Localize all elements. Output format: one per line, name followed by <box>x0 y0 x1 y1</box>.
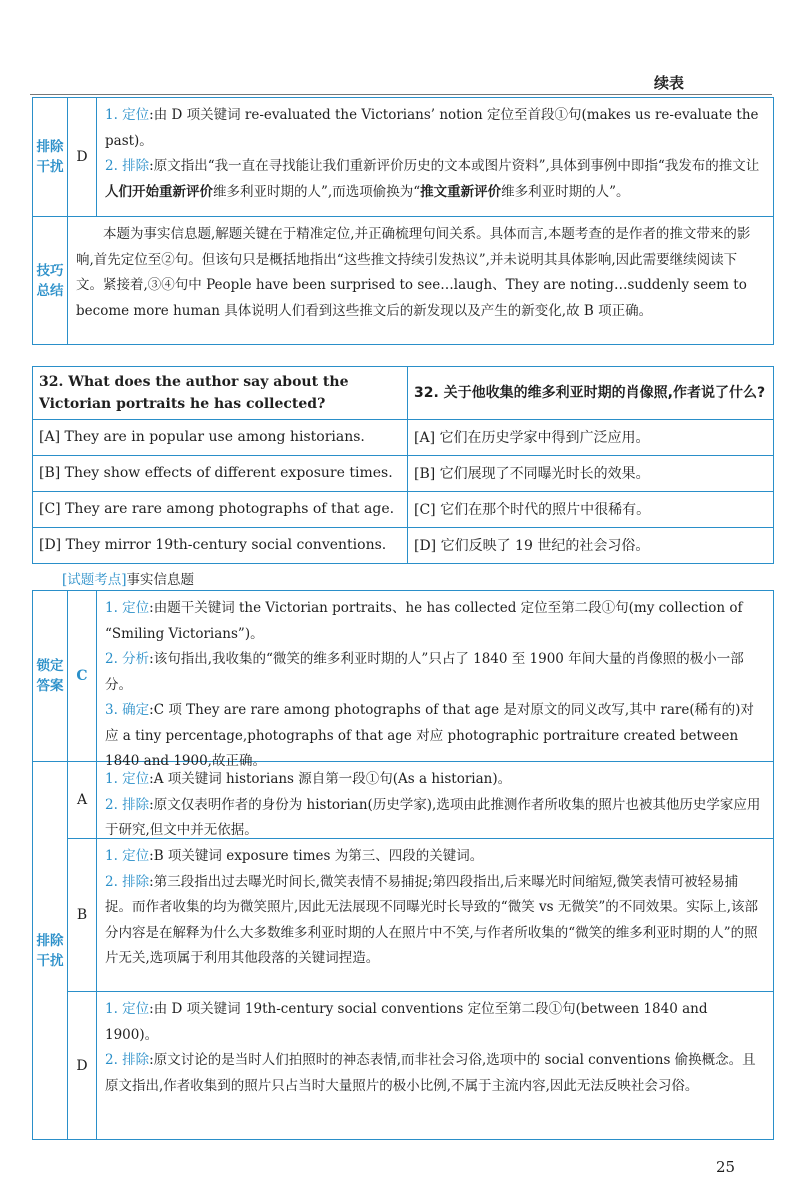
lock-answer-row <box>33 591 773 769</box>
exclude-option-d: D 1. 定位:由 D 项关键词 19th-century social conventions 定位至第二段①句(between 1840 and 1900)。 2. 排除:原文讨论的是当时人们拍照时的神态表情,而非社会习俗,选项中的 social conventions 偷换概念。且原文指出,作者收集到的照片只占当时大量照片的极小比例,不属于主流内容,因此无法反映社会习俗。 <box>68 991 773 1139</box>
page-number: 25 <box>716 1158 736 1176</box>
option-row <box>33 419 774 455</box>
option-b-en: [B] They show effects of different exposure times. <box>33 455 408 491</box>
option-row <box>33 527 774 563</box>
question-en: 32. What does the author say about the Victorian portraits he has collected? <box>33 367 408 420</box>
option-letter: D <box>68 98 97 216</box>
exclude-text: 1. 定位:由 D 项关键词 re-evaluated the Victorians’ notion 定位至首段①句(makes us re-evaluate the past)。 2. 排除:原文指出“我一直在寻找能让我们重新评价历史的文本或图片资料”,具体到事例中即指“我发布的推文让人们开始重新评价维多利亚时期的人”,而选项偷换为“推文重新评价维多利亚时期的人”。 <box>105 107 760 200</box>
continued-table <box>32 97 774 345</box>
question-row <box>33 367 774 420</box>
analysis-table <box>32 590 774 1140</box>
exclude-options <box>68 762 773 1139</box>
tips-text: 本题为事实信息题,解题关键在于精准定位,并正确梳理句间关系。具体而言,本题考查的是作者的推文带来的影响,首先定位至②句。但该句只是概括地指出“这些推文持续引发热议”,并未说明其具体影响,因此需要继续阅读下文。紧接着,③④句中 People have been surprised to see…laugh、They are noting…suddenly seem to become more human 具体说明人们看到这些推文后的新发现以及产生的新变化,故 B 项正确。 <box>76 226 751 319</box>
exclude-section <box>33 761 773 1139</box>
option-d-en: [D] They mirror 19th-century social conventions. <box>33 527 408 563</box>
question-table <box>32 366 774 564</box>
header-rule <box>30 94 772 95</box>
option-c-en: [C] They are rare among photographs of that age. <box>33 491 408 527</box>
option-row <box>33 455 774 491</box>
lock-text: 1. 定位:由题干关键词 the Victorian portraits、he has collected 定位至第二段①句(my collection of “Smiling Victorians”)。 2. 分析:该句指出,我收集的“微笑的维多利亚时期的人”只占了 1840 至 1900 年间大量的肖像照的极小一部分。 3. 确定:C 项 They are rare among photographs of that age 是对原文的同义改写,其中 rare(稀有的)对应 a tiny percentage,photographs of that age 对应 photographic portraiture created between 1840 and 1900,故正确。 <box>105 600 754 769</box>
option-a-zh: [A] 它们在历史学家中得到广泛应用。 <box>408 419 774 455</box>
lock-label: 锁定 答案 <box>33 591 68 761</box>
exclude-option-b: B 1. 定位:B 项关键词 exposure times 为第三、四段的关键词。 2. 排除:第三段指出过去曝光时间长,微笑表情不易捕捉;第四段指出,后来曝光时间缩短,微笑表情可被轻易捕捉。而作者收集的均为微笑照片,因此无法展现不同曝光时长导致的“微笑 vs 无微笑”的不同效果。实际上,该部分内容是在解释为什么大多数维多利亚时期的人在照片中不笑,与作者所收集的“微笑的维多利亚时期的人”的照片无关,选项属于利用其他段落的关键词捏造。 <box>68 838 773 991</box>
option-row <box>33 491 774 527</box>
question-type-value: 事实信息题 <box>126 572 195 588</box>
question-type-label: [试题考点] <box>62 572 127 588</box>
question-zh: 32. 关于他收集的维多利亚时期的肖像照,作者说了什么? <box>408 367 774 420</box>
exclude-row <box>33 98 773 216</box>
tips-row <box>33 216 773 345</box>
option-c-zh: [C] 它们在那个时代的照片中很稀有。 <box>408 491 774 527</box>
option-a-en: [A] They are in popular use among historians. <box>33 419 408 455</box>
exclude-label: 排除 干扰 <box>33 762 68 1139</box>
question-type <box>62 568 194 588</box>
exclude-option-a: A 1. 定位:A 项关键词 historians 源自第一段①句(As a historian)。 2. 排除:原文仅表明作者的身份为 historian(历史学家),选项由此推测作者所收集的照片也被其他历史学家应用于研究,但文中并无依据。 <box>68 762 773 838</box>
answer-letter: C <box>68 591 97 761</box>
option-b-zh: [B] 它们展现了不同曝光时长的效果。 <box>408 455 774 491</box>
exclude-label: 排除 干扰 <box>33 98 68 216</box>
tips-label: 技巧 总结 <box>33 217 68 345</box>
option-d-zh: [D] 它们反映了 19 世纪的社会习俗。 <box>408 527 774 563</box>
continued-label: 续表 <box>654 74 685 92</box>
